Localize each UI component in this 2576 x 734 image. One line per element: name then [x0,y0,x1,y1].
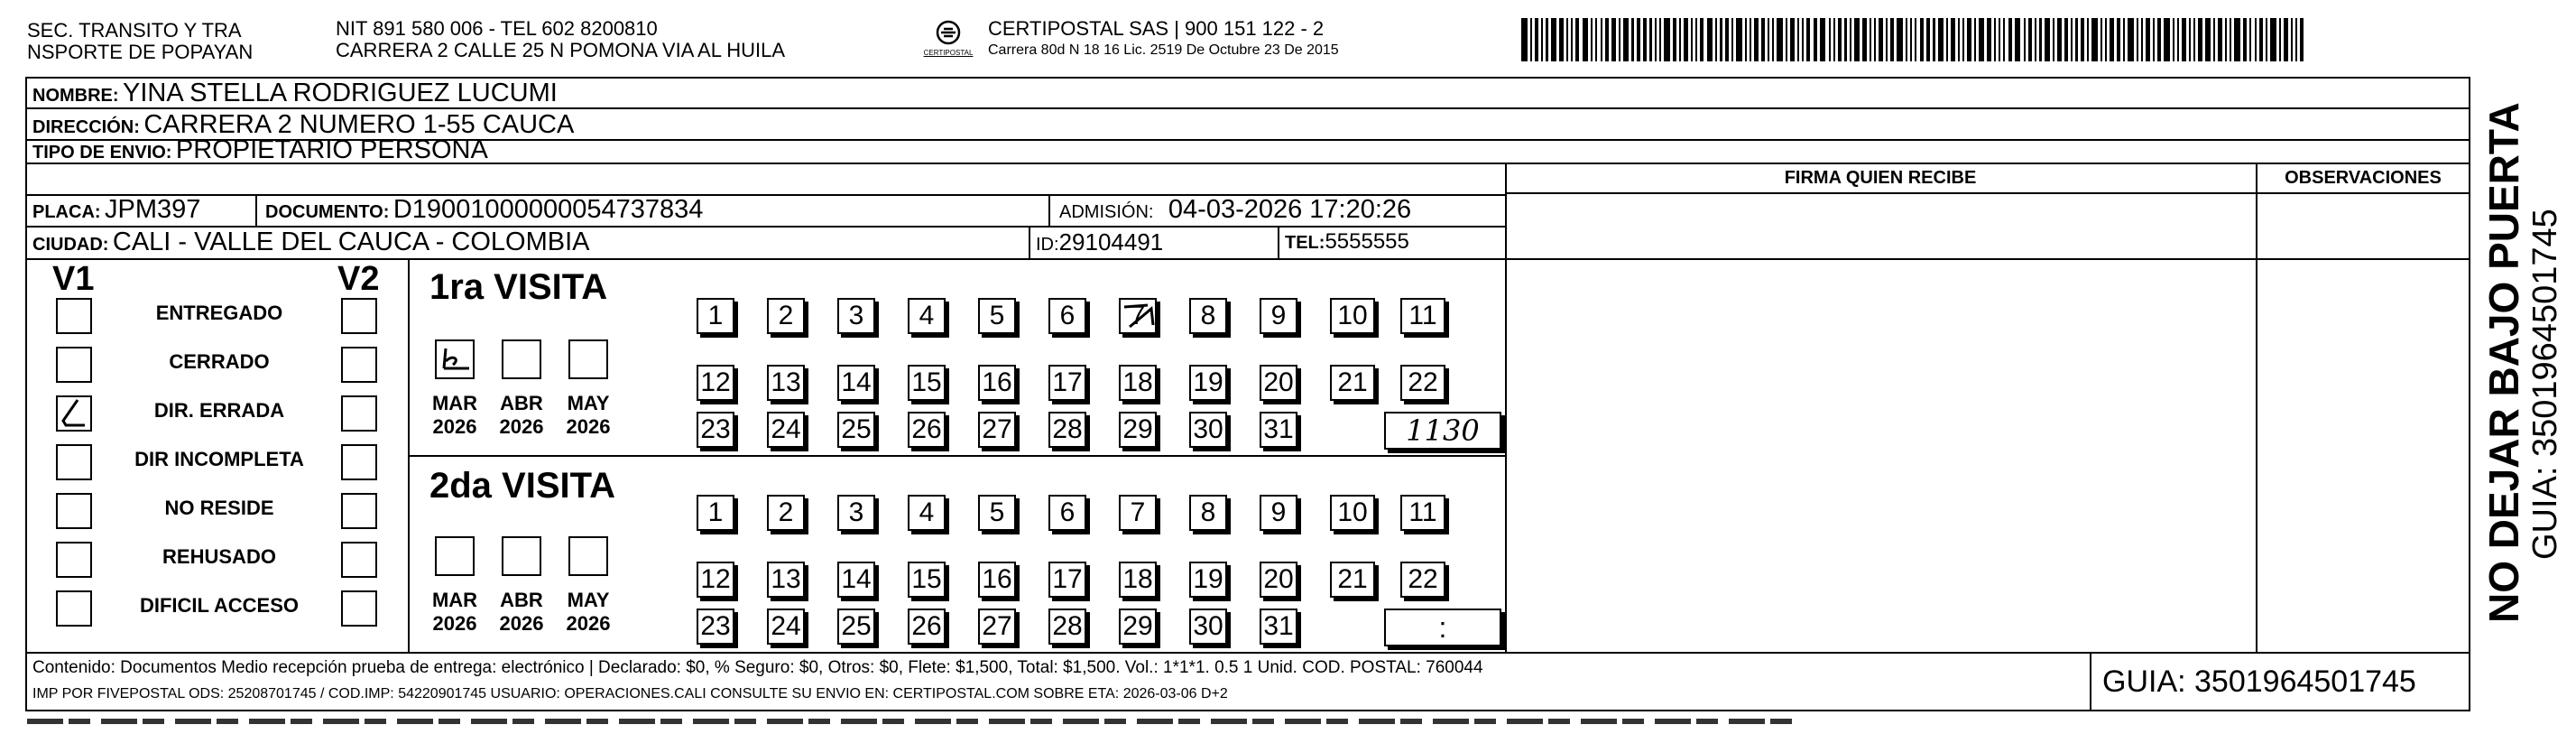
v1-checkbox[interactable] [56,590,92,627]
month-checkbox[interactable] [568,339,608,379]
v1-checkbox[interactable] [56,444,92,480]
day-box[interactable]: 23 [697,609,734,645]
v2-checkbox[interactable] [341,590,377,627]
month-checkbox[interactable] [568,536,608,576]
direccion-label: DIRECCIÓN: [32,117,140,137]
footer-content-line: Contenido: Documentos Medio recepción prueba de entrega: electrónico | Declarado: $0, % Seguro: $0, Otros: $0, Flete: $1,500, Total: $1,500. Vol.: 1*1*1. 0.5 1 Unid. COD. POSTAL: 760044 [32,658,1483,677]
day-box[interactable]: 1 [697,495,734,531]
day-box[interactable]: 16 [978,365,1016,401]
day-box[interactable]: 21 [1330,365,1375,401]
year-label: 2026 [432,415,477,438]
v1-header: V1 [52,260,95,298]
footer-guia: GUIA: 3501964501745 [2102,664,2416,699]
month-label: MAY [567,589,610,611]
side-guia: GUIA: 3501964501745 [2526,209,2564,560]
observaciones-header: OBSERVACIONES [2285,168,2442,188]
placa-label: PLACA: [32,202,101,222]
nombre-value: YINA STELLA RODRIGUEZ LUCUMI [123,79,558,107]
month-year-label [561,392,615,439]
nit-line: NIT 891 580 006 - TEL 602 8200810 [336,17,658,40]
year-label: 2026 [432,612,477,635]
nombre-row [32,78,558,113]
ciudad-label: CIUDAD: [32,235,109,255]
first-visit-title: 1ra VISITA [429,267,608,307]
v1-checkbox[interactable] [56,347,92,383]
month-label: MAR [431,589,478,611]
day-box[interactable]: 7 [1119,495,1157,531]
month-label: ABR [500,589,543,611]
day-box[interactable]: 31 [1260,609,1297,645]
v2-checkbox[interactable] [341,347,377,383]
day-box[interactable]: 11 [1400,298,1445,334]
day-box[interactable]: 6 [1048,495,1086,531]
day-box[interactable]: 22 [1400,365,1445,401]
day-box[interactable]: 15 [908,562,946,598]
day-box[interactable]: 12 [697,365,734,401]
bottom-edge-marks [27,719,1796,724]
day-box[interactable]: 18 [1119,365,1157,401]
status-label: REHUSADO [162,545,276,568]
logo-caption: CERTIPOSTAL [923,49,974,57]
tel-value: 5555555 [1325,229,1409,254]
day-box[interactable]: 24 [767,609,805,645]
tel-label: TEL: [1285,233,1325,253]
day-box[interactable]: 4 [908,298,946,334]
day-box[interactable]: 15 [908,365,946,401]
month-year-label [428,589,482,636]
status-label: ENTREGADO [155,302,283,324]
day-box[interactable]: 31 [1260,412,1297,448]
day-box[interactable]: 2 [767,298,805,334]
nombre-label: NOMBRE: [32,86,119,106]
day-box[interactable]: 25 [837,412,875,448]
year-label: 2026 [499,415,544,438]
v2-checkbox[interactable] [341,395,377,432]
month-checkbox[interactable] [502,339,541,379]
day-box[interactable]: 26 [908,412,946,448]
day-box[interactable]: 22 [1400,562,1445,598]
v1-checkbox[interactable] [56,395,92,432]
day-box[interactable]: 10 [1330,495,1375,531]
company-line: CERTIPOSTAL SAS | 900 151 122 - 2 [988,17,1325,40]
id-cell [1036,227,1163,262]
tipo-label: TIPO DE ENVIO: [32,143,172,163]
time-box[interactable]: 1130 [1384,412,1501,450]
month-year-label [428,392,482,439]
day-box[interactable]: 6 [1048,298,1086,334]
address-line: CARRERA 2 CALLE 25 N POMONA VIA AL HUILA [336,39,786,61]
day-box[interactable]: 11 [1400,495,1445,531]
v2-header: V2 [337,260,380,298]
license-line: Carrera 80d N 18 16 Lic. 2519 De Octubre 23 De 2015 [988,42,1339,58]
day-box[interactable]: 23 [697,412,734,448]
day-box[interactable]: 8 [1189,298,1227,334]
month-year-label [494,392,549,439]
footer-print-line: IMP POR FIVEPOSTAL ODS: 25208701745 / COD.IMP: 54220901745 USUARIO: OPERACIONES.CALI CONSULTE SU ENVIO EN: CERTIPOSTAL.COM SOBRE ETA: 2026-03-06 D+2 [32,686,1228,701]
ciudad-cell [32,227,590,262]
v2-checkbox[interactable] [341,298,377,334]
day-box[interactable]: 28 [1048,412,1086,448]
day-box[interactable]: 13 [767,365,805,401]
sender-line-2: NSPORTE DE POPAYAN [27,41,254,63]
month-label: MAR [431,392,478,414]
second-visit-title: 2da VISITA [429,466,615,506]
day-box[interactable]: 14 [837,562,875,598]
direccion-value: CARRERA 2 NUMERO 1-55 CAUCA [143,110,575,139]
day-box[interactable]: 17 [1048,365,1086,401]
v2-checkbox[interactable] [341,542,377,578]
admision-cell [1059,194,1411,229]
certipostal-logo [917,16,980,63]
month-checkbox[interactable] [435,536,475,576]
day-box[interactable]: 19 [1189,365,1227,401]
id-value: 29104491 [1058,228,1164,256]
year-label: 2026 [566,612,611,635]
day-box[interactable]: 18 [1119,562,1157,598]
v1-checkbox[interactable] [56,542,92,578]
placa-cell [32,194,200,229]
day-box[interactable]: 13 [767,562,805,598]
day-box[interactable]: 19 [1189,562,1227,598]
time-box[interactable]: : [1384,609,1501,646]
day-box[interactable]: 27 [978,412,1016,448]
tipo-row [32,135,488,170]
month-year-label [561,589,615,636]
day-box[interactable]: 12 [697,562,734,598]
day-box[interactable]: 3 [837,298,875,334]
tipo-value: PROPIETARIO PERSONA [175,135,488,164]
admision-value: 04-03-2026 17:20:26 [1168,195,1412,224]
day-box[interactable]: 25 [837,609,875,645]
day-box[interactable]: 8 [1189,495,1227,531]
day-box[interactable]: 4 [908,495,946,531]
month-year-label [494,589,549,636]
day-box[interactable]: 2 [767,495,805,531]
day-box[interactable]: 26 [908,609,946,645]
id-label: ID: [1036,235,1059,255]
day-box[interactable]: 24 [767,412,805,448]
v2-checkbox[interactable] [341,493,377,529]
day-box[interactable]: 7 [1119,298,1157,334]
month-label: MAY [567,392,610,414]
barcode [1521,18,2310,61]
day-box[interactable]: 16 [978,562,1016,598]
day-box[interactable]: 1 [697,298,734,334]
day-box[interactable]: 29 [1119,609,1157,645]
sender-line-1: SEC. TRANSITO Y TRA [27,19,242,42]
placa-value: JPM397 [105,195,201,224]
day-box[interactable]: 30 [1189,412,1227,448]
day-box[interactable]: 5 [978,298,1016,334]
firma-header: FIRMA QUIEN RECIBE [1784,168,1977,188]
year-label: 2026 [566,415,611,438]
day-box[interactable]: 14 [837,365,875,401]
documento-label: DOCUMENTO: [265,202,390,222]
day-box[interactable]: 28 [1048,609,1086,645]
day-box[interactable]: 5 [978,495,1016,531]
year-label: 2026 [499,612,544,635]
day-box[interactable]: 29 [1119,412,1157,448]
status-label: NO RESIDE [164,497,274,519]
day-box[interactable]: 3 [837,495,875,531]
side-warning: NO DEJAR BAJO PUERTA [2480,102,2527,623]
day-box[interactable]: 20 [1260,562,1297,598]
ciudad-value: CALI - VALLE DEL CAUCA - COLOMBIA [112,228,590,256]
day-box[interactable]: 17 [1048,562,1086,598]
status-label: DIFICIL ACCESO [139,594,299,617]
month-checkbox[interactable] [502,536,541,576]
documento-value: D19001000000054737834 [392,195,704,224]
day-box[interactable]: 9 [1260,298,1297,334]
status-label: DIR INCOMPLETA [134,448,304,470]
day-box[interactable]: 30 [1189,609,1227,645]
tel-cell [1285,227,1409,260]
day-box[interactable]: 20 [1260,365,1297,401]
status-label: CERRADO [169,350,270,373]
day-box[interactable]: 21 [1330,562,1375,598]
admision-label: ADMISIÓN: [1059,202,1154,222]
month-checkbox[interactable] [435,339,475,379]
status-label: DIR. ERRADA [153,399,285,422]
day-box[interactable]: 9 [1260,495,1297,531]
v1-checkbox[interactable] [56,298,92,334]
v1-checkbox[interactable] [56,493,92,529]
day-box[interactable]: 27 [978,609,1016,645]
v2-checkbox[interactable] [341,444,377,480]
day-box[interactable]: 10 [1330,298,1375,334]
documento-cell [265,194,703,229]
month-label: ABR [500,392,543,414]
